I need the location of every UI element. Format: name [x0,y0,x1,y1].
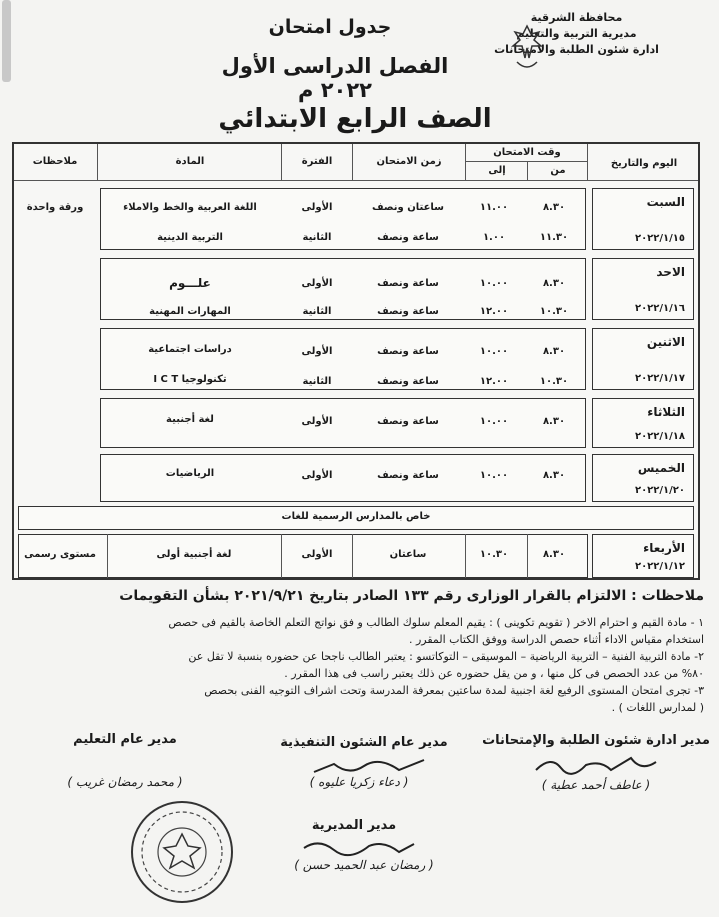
header-period: الفترة [301,156,333,167]
signature-name: ( دعاء زكريا عليوه ) [309,775,409,789]
term-title: الفصل الدراسى الأول ٢٠٢٢ م [221,54,449,102]
signature-title: مدير عام الشئون التنفيذية [280,735,448,750]
signature-name: ( رمضان عبد الحميد حسن ) [294,858,434,872]
session-to: ١٢.٠٠ [479,306,509,317]
session-period: الأولى [301,278,333,289]
session-to: ١٠.٠٠ [479,470,509,481]
language-schools-band: خاص بالمدارس الرسمية للغات [18,506,694,530]
session-to: ١١.٠٠ [479,202,509,213]
session-period: الثانية [302,306,332,317]
col-divider [281,534,282,578]
day-date: ٢٠٢٢/١/١٧ [634,373,685,384]
session-to: ١٢.٠٠ [479,376,509,387]
col-divider [465,144,466,180]
session-from: ١٠.٣٠ [539,306,569,317]
day-cell-tuesday [592,398,694,448]
day-date: ٢٠٢٢/١/٢٠ [634,485,685,496]
session-duration: ساعة ونصف [377,306,439,317]
note-line: ( لمدارس اللغات ) . [611,701,704,714]
session-subject: دراسات اجتماعية [148,344,232,355]
special-to: ١٠.٣٠ [479,549,509,560]
session-subject: اللغة العربية والخط والاملاء [123,202,257,213]
session-from: ٨.٣٠ [542,416,566,427]
signature-title: مدير عام التعليم [73,732,177,747]
signature-scribble-icon [531,750,661,780]
governorate-label: محافظة الشرقية [530,11,623,24]
session-to: ١٠.٠٠ [479,278,509,289]
session-duration: ساعة ونصف [377,232,439,243]
day-date: ٢٠٢٢/١/١٥ [634,233,685,244]
col-divider [527,161,528,180]
header-to: إلى [488,165,506,176]
day-name: الخميس [637,461,685,475]
day-name: السبت [646,195,685,209]
directorate-label: مديرية التربية والتعليم [516,27,637,40]
note-line: ٣- تجرى امتحان المستوى الرفيع لغة اجنبية لمدة ساعتين بمعرفة المدرسة وتحت اشراف التوجيه الفنى بحصص [204,684,704,697]
col-divider [465,534,466,578]
day-name: الاثنين [646,335,685,349]
note-line: ١ - مادة القيم و احترام الاخر ( تقويم تكوينى ) : يقيم المعلم سلوك الطالب و فق نواتج التعلم الخاصة بالقيم فى حصص [168,616,704,629]
day-cell-sunday [592,258,694,320]
session-from: ٨.٣٠ [542,202,566,213]
session-period: الأولى [301,416,333,427]
special-note: مستوى رسمى [24,549,96,560]
col-divider [97,144,98,180]
official-seal-icon [128,798,236,906]
day-cell-thursday [592,454,694,502]
session-from: ١٠.٣٠ [539,376,569,387]
day-cell-wednesday [592,534,694,578]
session-from: ٨.٣٠ [542,278,566,289]
session-period: الأولى [301,346,333,357]
col-divider [281,144,282,180]
special-duration: ساعتان [389,549,427,560]
session-from: ١١.٣٠ [539,232,569,243]
day-cell-saturday [592,188,694,250]
header-divider [14,180,698,181]
header-day-date: اليوم والتاريخ [610,158,678,169]
session-note: ورقة واحدة [26,202,84,213]
signature-name: ( عاطف أحمد عطية ) [541,778,651,792]
signature-title: مدير ادارة شئون الطلبة والإمتحانات [482,733,710,748]
session-duration: ساعة ونصف [377,376,439,387]
session-period: الأولى [301,470,333,481]
note-line: ٢- مادة التربية الفنية – التربية الرياضية – الموسيقى – التوكاتسو : يعتبر الطالب ناجحا عن حضوره بنسبة لا تقل عن [188,650,704,663]
notes-heading: ملاحظات : الالتزام بالقرار الوزارى رقم ١٣٣ الصادر بتاريخ ٢٠٢١/٩/٢١ بشأن التقويمات [119,588,704,604]
session-from: ٨.٣٠ [542,346,566,357]
special-from: ٨.٣٠ [542,549,566,560]
session-subject: التربية الدينية [157,232,223,243]
header-duration: زمن الامتحان [376,156,442,167]
session-subject: المهارات المهنية [149,306,231,317]
session-period: الأولى [301,202,333,213]
session-to: ١٠.٠٠ [479,346,509,357]
day-cell-monday [592,328,694,390]
session-to: ١٠.٠٠ [479,416,509,427]
scrollbar[interactable] [2,0,11,82]
session-subject: لغة أجنبية [166,414,214,425]
session-duration: ساعة ونصف [377,346,439,357]
session-duration: ساعتان ونصف [371,202,444,213]
col-divider [352,144,353,180]
header-from: من [550,165,566,176]
day-name: الثلاثاء [647,405,685,419]
schedule-table [12,142,700,580]
eagle-emblem-icon [507,18,547,78]
day-date: ٢٠٢٢/١/١٨ [634,431,685,442]
col-divider [107,534,108,578]
col-divider [352,534,353,578]
header-notes: ملاحظات [32,156,78,167]
day-name: الاحد [656,265,685,279]
department-label: ادارة شئون الطلبة والامتحانات [494,43,659,56]
session-from: ٨.٣٠ [542,470,566,481]
session-period: الثانية [302,376,332,387]
day-name: الأربعاء [643,541,685,555]
col-divider [587,144,588,180]
day-date: ٢٠٢٢/١/١٢ [634,561,685,572]
note-line: ٨٠% من عدد الحصص فى كل منها ، و من يقل حضوره عن ذلك يعتبر راسب فى هذا المقرر . [284,667,704,680]
session-duration: ساعة ونصف [377,278,439,289]
signature-scribble-icon [299,834,419,860]
session-subject: علـــوم [169,276,211,290]
header-exam-time: وقت الامتحان [493,147,561,158]
session-period: الثانية [302,232,332,243]
session-duration: ساعة ونصف [377,416,439,427]
note-line: استخدام مقياس الاداء أثناء حصص الدراسة ووفق الكتاب المقرر . [408,633,704,646]
session-subject: تكنولوجيا I C T [153,374,227,385]
signature-title: مدير المديرية [311,818,397,833]
session-to: ١.٠٠ [482,232,506,243]
page-title: جدول امتحان [268,16,392,38]
session-subject: الرياضيات [165,468,215,479]
signature-name: ( محمد رمضان غريب ) [67,775,183,789]
header-subject: المادة [175,156,205,167]
grade-title: الصف الرابع الابتدائي [218,104,492,134]
day-date: ٢٠٢٢/١/١٦ [634,303,685,314]
special-period: الأولى [301,549,333,560]
session-duration: ساعة ونصف [377,470,439,481]
special-subject: لغة أجنبية أولى [156,549,232,560]
